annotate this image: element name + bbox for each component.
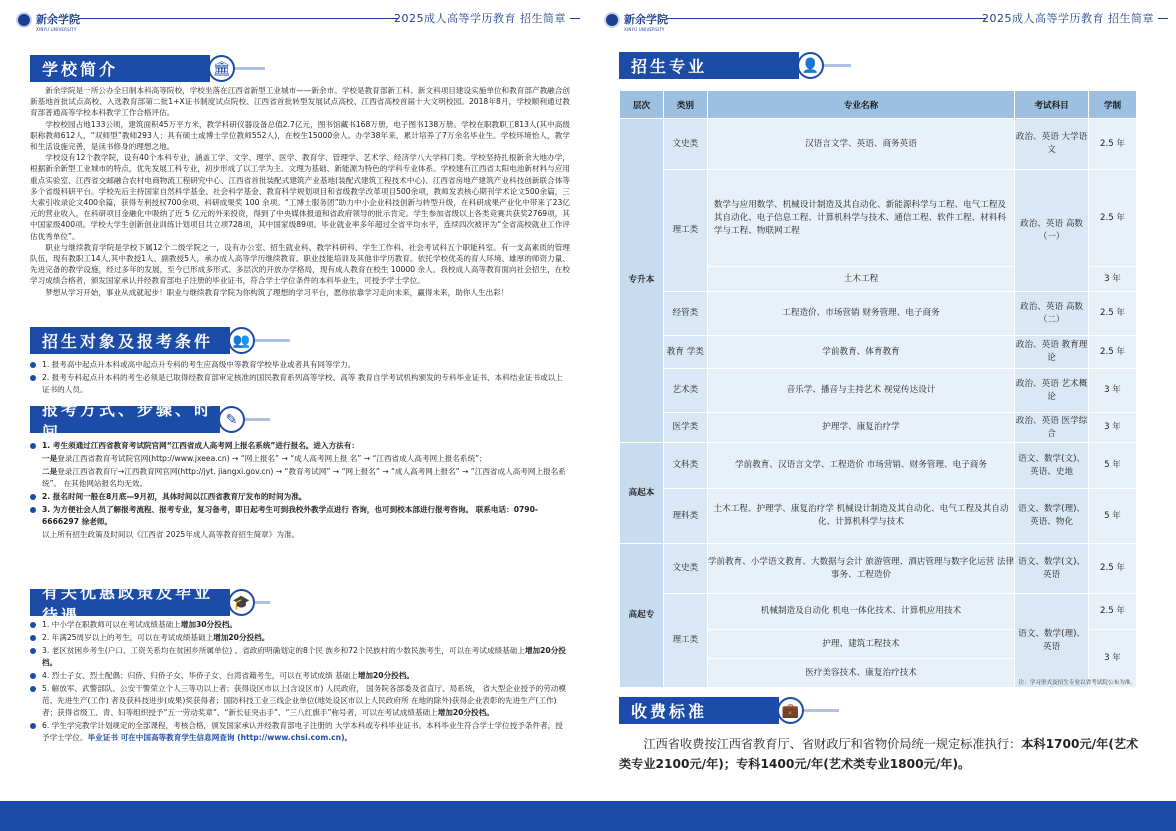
method-list [30,440,570,542]
section-majors [619,52,851,79]
bullet-icon [30,673,36,679]
category-cell: 艺术类 [663,369,707,413]
list-item [30,670,570,682]
bullet-icon [30,507,36,513]
policy-list [30,619,570,745]
bullet-icon [30,494,36,500]
logo-subtext: XINYU UNIVERSITY [36,27,77,32]
way-1-text: 登录江西省教育考试院官网(http://www.jxeea.cn) → “网上报名” → “成人高考网上报 名” → “江西省成人高考网上报名系统”； [57,454,487,463]
major-name-cell: 工程造价、市场营销 财务管理、电子商务 [707,292,1014,336]
bullet-icon [30,635,36,641]
category-cell: 医学类 [663,413,707,443]
logo-subtext: XINYU UNIVERSITY [624,27,665,32]
policy-text: 2. 年满25周岁以上的考生，可以在考试成绩基础上 [42,633,214,642]
list-item [30,466,570,490]
section-school-intro [30,55,265,82]
header-category: 类别 [663,91,707,119]
major-name-cell: 土木工程、护理学、康复治疗学 机械设计制造及其自动化、电气工程及其自动化、计算机科学与技术 [707,489,1014,544]
table-row [620,119,1137,170]
duration-cell: 5 年 [1089,489,1137,544]
target-list [30,359,570,397]
major-name-cell: 音乐学、播音与主持艺术 视觉传达设计 [707,369,1014,413]
subjects-cell: 政治、英语 艺术概论 [1015,369,1089,413]
policy-text: 3. 老区贫困乡考生(户口、工资关系均在贫困乡所属单位) 、省政府明确划定的8个民 族乡和72个民族村的少数民族考生，可以在考试成绩基础上 [42,646,525,655]
header-level: 层次 [620,91,664,119]
fee-intro: 江西省收费按江西省教育厅、省财政厅和省物价局统一规定标准执行： [643,737,1022,751]
policy-bonus: 增加30分投档。 [180,620,237,629]
section-title: 招生对象及报考条件 [30,327,230,354]
chsi-query-note: 毕业证书 可在中国高等教育学生信息网查询 [87,733,235,742]
duration-cell: 5 年 [1089,443,1137,489]
table-row [620,170,1137,267]
list-item [30,440,570,452]
duration-cell: 2.5 年 [1089,170,1137,267]
page-header [588,6,1176,32]
table-row [620,336,1137,369]
table-row [620,594,1137,630]
section-rule [255,339,290,342]
section-title: 有关优惠政策及毕业待遇 [30,589,230,616]
policy-text: 1. 中小学在职教师可以在考试成绩基础上 [42,620,181,629]
list-item [30,504,570,528]
table-header-row [620,91,1137,119]
chsi-url: (http://www.chsi.com.cn)。 [234,733,353,742]
footer-bar [0,801,588,831]
level-cell: 专升本 [620,119,664,443]
intro-paragraph: 新余学院是一所公办全日制本科高等院校，学校坐落在江西省新型工业城市——新余市。学校是教育部新工科、新文科项目建设实施单位和教育部产教融合创新基地首批试点高校、入选教育部第二批1+X证书制度试点院校、江西省首批转型发展试点高校、江西省高校首届十大文明校园。2018年8月，学校顺利通过教育部普通高等学校本科教学工作合格评估。 [30,86,570,118]
wallet-icon: 💼 [777,697,804,724]
level-cell: 高起本 [620,443,664,544]
bullet-icon [30,443,36,449]
policy-bonus: 增加20分投档。 [437,708,494,717]
duration-cell: 3 年 [1089,369,1137,413]
category-cell: 文史类 [663,119,707,170]
category-cell: 理科类 [663,489,707,544]
table-row [620,369,1137,413]
section-rule [235,67,265,70]
list-item [30,632,570,644]
duration-cell: 2.5 年 [1089,119,1137,170]
category-cell: 文史类 [663,544,707,594]
subjects-cell: 政治、英语 教育理论 [1015,336,1089,369]
header-major-name: 专业名称 [707,91,1014,119]
subjects-cell: 语文、数学(理)、英语、物化 [1015,489,1089,544]
section-title: 报考方式、步骤、时间 [30,406,220,433]
duration-cell: 2.5 年 [1089,336,1137,369]
duration-cell: 2.5 年 [1089,292,1137,336]
bullet-icon [30,362,36,368]
major-name-cell: 学前教育、体育教育 [707,336,1014,369]
subjects-cell: 政治、英语 高数（二） [1015,292,1089,336]
bullet-icon [30,723,36,729]
policy-text: 4. 烈士子女、烈士配偶；归侨、归侨子女、华侨子女、台湾省籍考生，可以在考试成绩 基础上 [42,671,358,680]
header-duration: 学制 [1089,91,1137,119]
policy-bonus: 增加20分投档。 [213,633,270,642]
footer-bar [588,801,1176,831]
intro-paragraph: 职业与继续教育学院是学校下属12个二级学院之一，设有办公室、招生就业科、教学科研科、学生工作科、社会考试科五个职能科室。有一支高素质的管理队伍，现有教职工14人,其中教授1人、副教授5人，承办成人高等学历继续教育、职业技能培训及其他非学历教育。依托学校优美的育人环境、雄厚的师资力量、先进完备的教学设施，经过多年的发展，至今已形成多形式、多层次的开放办学格局，现有成人教育在校生 10000 余人。我校成人高等教育面向社会招生，在校学习成绩合格者，颁发国家承认并经教育部电子注册的毕业证书，符合学士学位条件的本科毕业生，可授予学士学位。 [30,242,570,286]
way-2-text: 登录江西省教育厅→江西教育网官网(http://jyt. jiangxi.gov.cn) → “教育考试网” → “网上报名” → “成人高考网上报名” → “江西省成人高考网上报名系统”。 [42,467,566,488]
school-intro-text [30,85,570,298]
intro-paragraph: 学校校园占地133公顷，建筑面积45万平方米，教学科研仪器设备总值2.7亿元，图书馆藏书168万册，电子图书138万册。学校在职教职工813人(其中高级职称教师612人，“双师型”教师293人；具有硕士或博士学位教师552人)，在校生15000余人。办学38年来，累计培养了7万余名毕业生。学校环境怡人，教学和生活设施完善，是读书修身的理想之地。 [30,119,570,152]
section-rule [824,64,851,67]
right-page [588,0,1176,831]
table-row [620,413,1137,443]
list-item [30,720,570,744]
major-name-cell: 机械制造及自动化 机电一体化技术、计算机应用技术 [707,594,1014,630]
major-name-cell: 医疗美容技术、康复治疗技术 [707,659,1014,688]
header-title: 2025成人高等学历教育 招生简章 [982,12,1154,25]
fee-amounts: 本科1700元/年(艺术类专业2100元/年)；专科1400元/年(艺术类专业1800元/年)。 [619,737,1139,771]
header-rule [78,18,398,19]
school-building-icon: 🏛 [208,55,235,82]
section-title: 学校简介 [30,55,210,82]
duration-cell: 3 年 [1089,413,1137,443]
graduation-cap-icon: 🎓 [228,589,255,616]
bullet-icon [30,648,36,654]
subjects-cell: 政治、英语 大学语文 [1015,119,1089,170]
policy-bonus: 增加20分投档。 [42,646,566,667]
list-item [30,491,570,503]
way-label: 一是 [42,454,58,463]
policy-bonus: 增加20分投档。 [357,671,414,680]
header-rule-end [1158,18,1168,19]
subjects-cell: 语文、数学(文)、英语、史地 [1015,443,1089,489]
fee-text [619,734,1149,774]
logo-text: 新余学院 [624,13,668,26]
major-name-cell: 学前教育、汉语言文学、工程造价 市场营销、财务管理、电子商务 [707,443,1014,489]
seal-icon [604,12,620,28]
section-rule [245,418,270,421]
pencil-icon: ✎ [218,406,245,433]
list-item [30,683,570,719]
page-header [0,6,588,32]
school-logo [604,8,668,32]
majors-table [619,90,1137,688]
logo-text: 新余学院 [36,13,80,26]
section-fees [619,697,839,724]
section-rule [255,601,270,604]
bullet-icon [30,686,36,692]
person-icon: 👤 [797,52,824,79]
category-cell: 经管类 [663,292,707,336]
duration-cell: 2.5 年 [1089,544,1137,594]
table-row [620,489,1137,544]
table-note: 注：学习形式及招生专业以省考试院公布为准。 [1018,680,1136,686]
header-title: 2025成人高等学历教育 招生简章 [394,12,566,25]
table-row [620,544,1137,594]
list-item [30,529,570,541]
major-name-cell: 汉语言文学、英语、商务英语 [707,119,1014,170]
category-cell: 教育 学类 [663,336,707,369]
section-title: 招生专业 [619,52,799,79]
method-step-3: 3. 为方便社会人员了解报考流程、报考专业，复习备考，即日起考生可到我校外教学点进行 咨询，也可到校本部进行报考咨询。 联系电话：0790-6666297 徐老师。 [42,505,539,526]
major-name-cell: 护理学、康复治疗学 [707,413,1014,443]
duration-cell: 3 年 [1089,267,1137,292]
major-name-cell: 数学与应用数学、机械设计制造及其自动化、新能源科学与工程、电气工程及其自动化、电子信息工程、计算机科学与技术、通信工程、软件工程、材料科学与工程、物联网工程 [707,170,1014,267]
way-label: 二是 [42,467,58,476]
major-name-cell: 护理、建筑工程技术 [707,630,1014,659]
policy-text: 6. 学生学完教学计划规定的全部课程，考核合格，颁发国家承认并经教育部电子注册的 大学本科或专科毕业证书。本科毕业生符合学士学位授予条件者，授予学士学位。 [42,721,563,742]
major-name-cell: 学前教育、小学语文教育、大数据与会计 旅游管理、酒店管理与数字化运营 法律事务、工程造价 [707,544,1014,594]
list-item [30,453,570,465]
subjects-cell: 政治、英语 医学综合 [1015,413,1089,443]
table-row [620,292,1137,336]
target-item: 1. 报考高中起点升本科或高中起点升专科的考生应高级中等教育学校毕业或者具有同等学力。 [42,360,356,369]
section-title: 收费标准 [619,697,779,724]
duration-cell: 3 年 [1089,630,1137,688]
section-target [30,327,290,354]
school-logo [16,8,80,32]
target-item: 2. 报考专科起点升本科的考生必须是已取得经教育部审定核准的国民教育系列高等学校、高等 教育自学考试机构颁发的专科毕业证书、本科结业证书或以上证书的人员。 [42,373,563,394]
method-step-1: 1. 考生须通过江西省教育考试院官网“江西省成人高考网上报名系统”进行报名。进入方法有： [42,441,359,450]
bullet-icon [30,375,36,381]
header-rule [666,18,986,19]
people-icon: 👥 [228,327,255,354]
section-method [30,399,270,442]
duration-cell: 2.5 年 [1089,594,1137,630]
seal-icon [16,12,32,28]
major-name-cell: 土木工程 [707,267,1014,292]
policy-text: 5. 解放军、武警部队、公安干警荣立个人三等功以上者；获得设区市以上(含设区市) 人民政府， 国务院各部委及省直厅、局系统， 省大型企业授予的劳动模范、先进生产(工作) 者及获科技进步(成果)奖获得者；国防科技工业三线企业单位(地处设区市以上人民政府所 在地的除外)获得企业表彰的先进生产(工作)者；获得省级工、青、妇等组织授予“五一劳动奖章”、“新长征突击手”、“三八红旗手”称号者，可以在考试成绩基础上 [42,684,567,717]
method-step-2: 2. 报名时间一般在8月底—9月初，具体时间以江西省教育厅发布的时间为准。 [42,492,307,501]
list-item [30,372,570,396]
level-cell: 高起专 [620,544,664,688]
list-item [30,619,570,631]
bullet-icon [30,622,36,628]
section-rule [804,709,839,712]
list-item [30,645,570,669]
intro-paragraph: 梦想从学习开始，事业从成就起步！职业与继续教育学院为你构筑了理想的学习平台，愿你依靠学习走向未来，赢得未来，助你人生出彩！ [45,287,509,297]
list-item [30,359,570,371]
table-row [620,443,1137,489]
category-cell: 理工类 [663,594,707,688]
subjects-cell: 政治、英语 高数（一） [1015,170,1089,292]
subjects-cell: 语文、数学(文)、英语 [1015,544,1089,594]
category-cell: 文科类 [663,443,707,489]
method-footer: 以上所有招生政策及时间以《江西省 2025年成人高等教育招生简章》为准。 [42,530,300,539]
way-2-tail: 在其他网站报名均无效。 [63,479,148,488]
header-exam-subjects: 考试科目 [1015,91,1089,119]
intro-paragraph: 学校设有12个教学院，设有40个本科专业，涵盖工学、文学、理学、医学、教育学、管理学、艺术学、经济学八大学科门类。学校坚持扎根新余大地办学，根据新余新型工业城市的特点，优先发展工科专业，初步形成了以工学为主、文理为基础、新能源为特色的学科专业体系。学校建有江西省太阳电池新材料与应用重点实验室、江西省交邮融合农村电商物流工程研究中心、江西省首批装配式建筑产业基地(装配式建筑工程技术中心)、江西省房地产建筑产业科技创新联合体等多个省级科研平台。学校先后主持国家自然科学基金、社会科学基金、教育科学规划项目和省级教学改革项目500余项，教师发表核心期刊学术论文500余篇，三大索引收录论文400余篇，获得专利授权700余项、科研成果奖 100 余项。“工博士服务团”助力中小企业科技创新与转型升级，在科研成果产业化中带来了23亿元的营业收入，在科研项目金融化中吸纳了近 5 亿元的外来投资，得到了中央媒体报道和省政府领导的批示肯定。学生参加省级以上各类竞赛共获奖2769项，其中国家级400项。学校大学生创新创业训练计划项目共立项728项，其中国家级89项。毕业就业率多年超过全省平均水平，连续四次被评为“全省高校就业工作评估优秀单位”。 [30,153,570,241]
category-cell: 理工类 [663,170,707,292]
header-rule-end [570,18,580,19]
subjects-cell: 语文、数学(理)、英语 [1015,594,1089,688]
